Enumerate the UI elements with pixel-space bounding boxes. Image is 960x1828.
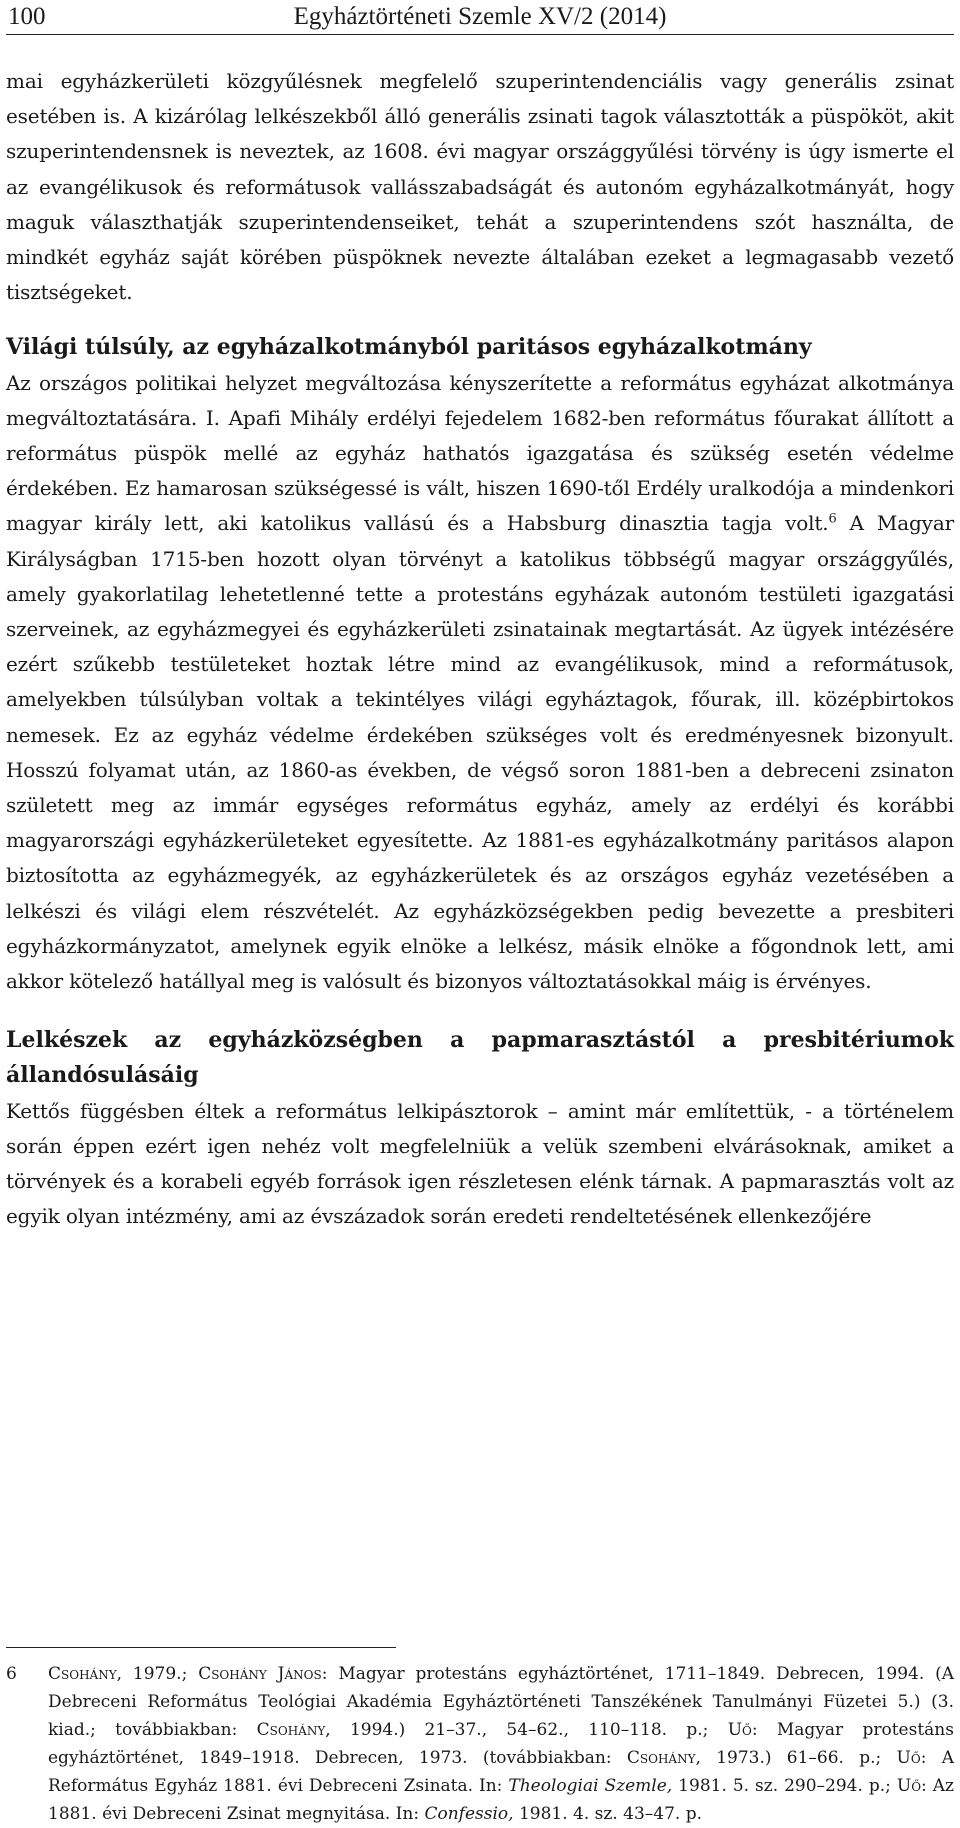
document-page bbox=[6, 0, 955, 1824]
paragraph-2-part-2: A Magyar Királyságban 1715-ben hozott olyan törvényt a katolikus többségű magyar országgyűlés, amely gyakorlatilag lehetetlenné tette a protestáns egyházak autonóm testületi igazgatási szerveinek, az egyházmegyei és egyházkerületi zsinatainak megtartását. Az ügyek intézésére ezért szűkebb testületeket hoztak létre mind az evangélikusok, mind a reformátusok, amelyekben túlsúlyban voltak a tekintélyes világi egyháztagok, főurak, ill. középbirtokos nemesek. Ez az egyház védelme érdekében szükséges volt és eredményesnek bizonyult. Hosszú folyamat után, az 1860-as években, de végső soron 1881-ben a debreceni zsinaton született meg az immár egységes református egyház, amely az erdélyi és korábbi magyarországi egyházkerületeket egyesítette. Az 1881-es egyházalkotmány paritásos alapon biztosította az egyházmegyék, az egyházkerületek és az országos egyház vezetésében a lelkészi és világi elem részvételét. Az egyházközségekben pedig bevezette a presbiteri egyházkormányzatot, amelynek egyik elnöke a lelkész, másik elnöke a főgondnok lett, ami akkor kötelező hatállyal meg is valósult és bizonyos változtatásokkal máig is érvényes. bbox=[6, 511, 955, 994]
body-text bbox=[6, 64, 954, 1235]
footnote-author: Uő bbox=[896, 1776, 922, 1796]
page-number: 100 bbox=[8, 3, 46, 30]
footnote-segment: , 1979.; bbox=[116, 1664, 199, 1684]
footnote-segment: : A Református Egyház 1881. évi Debreceni Zsinata. In: bbox=[48, 1748, 954, 1796]
footnote bbox=[6, 1660, 954, 1828]
paragraph-3: Kettős függésben éltek a református lelkipásztorok – amint már említettük, - a történelem során éppen ezért igen nehéz volt megfelelniük a velük szembeni elvárásoknak, amiket a törvények és a korabeli egyéb források igen részletesen elénk tárnak. A papmarasztás volt az egyik olyan intézmény, ami az évszázadok során eredeti rendeltetésének ellenkezőjére bbox=[6, 1098, 954, 1229]
footnote-reference[interactable]: 6 bbox=[828, 511, 837, 527]
footnote-segment: 1981. 5. sz. 290–294. p.; bbox=[672, 1776, 897, 1796]
footnote-journal-title: Theologiai Szemle, bbox=[508, 1776, 673, 1796]
footnote-segment: : Magyar protestáns egyháztörténet, 1711–1849. Debrecen, 1994. (A Debreceni Református Teológiai Akadémia Egyháztörténeti Tanszékének Tanulmányi Füzetei 5.) (3. kiad.; továbbiakban: bbox=[48, 1664, 955, 1740]
paragraph-2 bbox=[6, 366, 954, 1000]
footnote-author: Csohány bbox=[626, 1748, 696, 1768]
footnote-segment: , 1973.) 61–66. p.; bbox=[695, 1748, 897, 1768]
footnote-text bbox=[48, 1660, 954, 1828]
footnote-journal-title: Confessio, bbox=[424, 1804, 514, 1824]
page-header bbox=[6, 0, 954, 35]
section-heading-1: Világi túlsúly, az egyházalkotmányból paritásos egyházalkotmány bbox=[6, 334, 812, 361]
running-head: Egyháztörténeti Szemle XV/2 (2014) bbox=[293, 3, 667, 30]
footnote-author: Uő: bbox=[727, 1720, 758, 1740]
footnote-author: Uő bbox=[896, 1748, 921, 1768]
footnote-segment: 1981. 4. sz. 43–47. p. bbox=[513, 1804, 703, 1824]
footnote-author: Csohány bbox=[256, 1720, 326, 1740]
footnote-author: Csohány János bbox=[198, 1664, 322, 1684]
footnote-author: Csohány bbox=[48, 1664, 117, 1684]
paragraph-2-part-1: Az országos politikai helyzet megváltozása kényszerítette a református egyházat alkotmánya megváltoztatására. I. Apafi Mihály erdélyi fejedelem 1682-ben református főurakat állított a református püspök mellé az egyház hathatós igazgatása és szükség esetén védelme érdekében. Ez hamarosan szükségessé is vált, hiszen 1690-től Erdély uralkodója a mindenkori magyar király lett, aki katolikus vallású és a Habsburg dinasztia tagja volt. bbox=[6, 370, 954, 536]
footnote-segment: Magyar protestáns egyháztörténet, 1849–1918. Debrecen, 1973. (továbbiakban: bbox=[48, 1720, 954, 1768]
paragraph-1: mai egyházkerületi közgyűlésnek megfelelő szuperintendenciális vagy generális zsinat esetében is. A kizárólag lelkészekből álló generális zsinati tagok választották a püspököt, akit szuperintendensnek is neveztek, az 1608. évi magyar országgyűlési törvény is úgy ismerte el az evangélikusok és reformátusok vallásszabadságát és autonóm egyházalkotmányát, hogy maguk választhatják szuperintendenseiket, tehát a szuperintendens szót használta, de mindkét egyház saját körében püspöknek nevezte általában ezeket a legmagasabb vezető tisztségeket. bbox=[6, 69, 954, 305]
footnote-segment: , 1994.) 21–37., 54–62., 110–118. p.; bbox=[325, 1720, 728, 1740]
footnote-rule bbox=[6, 1647, 396, 1648]
section-heading-2: Lelkészek az egyházközségben a papmarasztástól a presbitériumok állandósulásáig bbox=[6, 1027, 954, 1089]
footnote-segment: : Az 1881. évi Debreceni Zsinat megnyitása. In: bbox=[48, 1776, 954, 1824]
footnote-number: 6 bbox=[6, 1664, 17, 1684]
